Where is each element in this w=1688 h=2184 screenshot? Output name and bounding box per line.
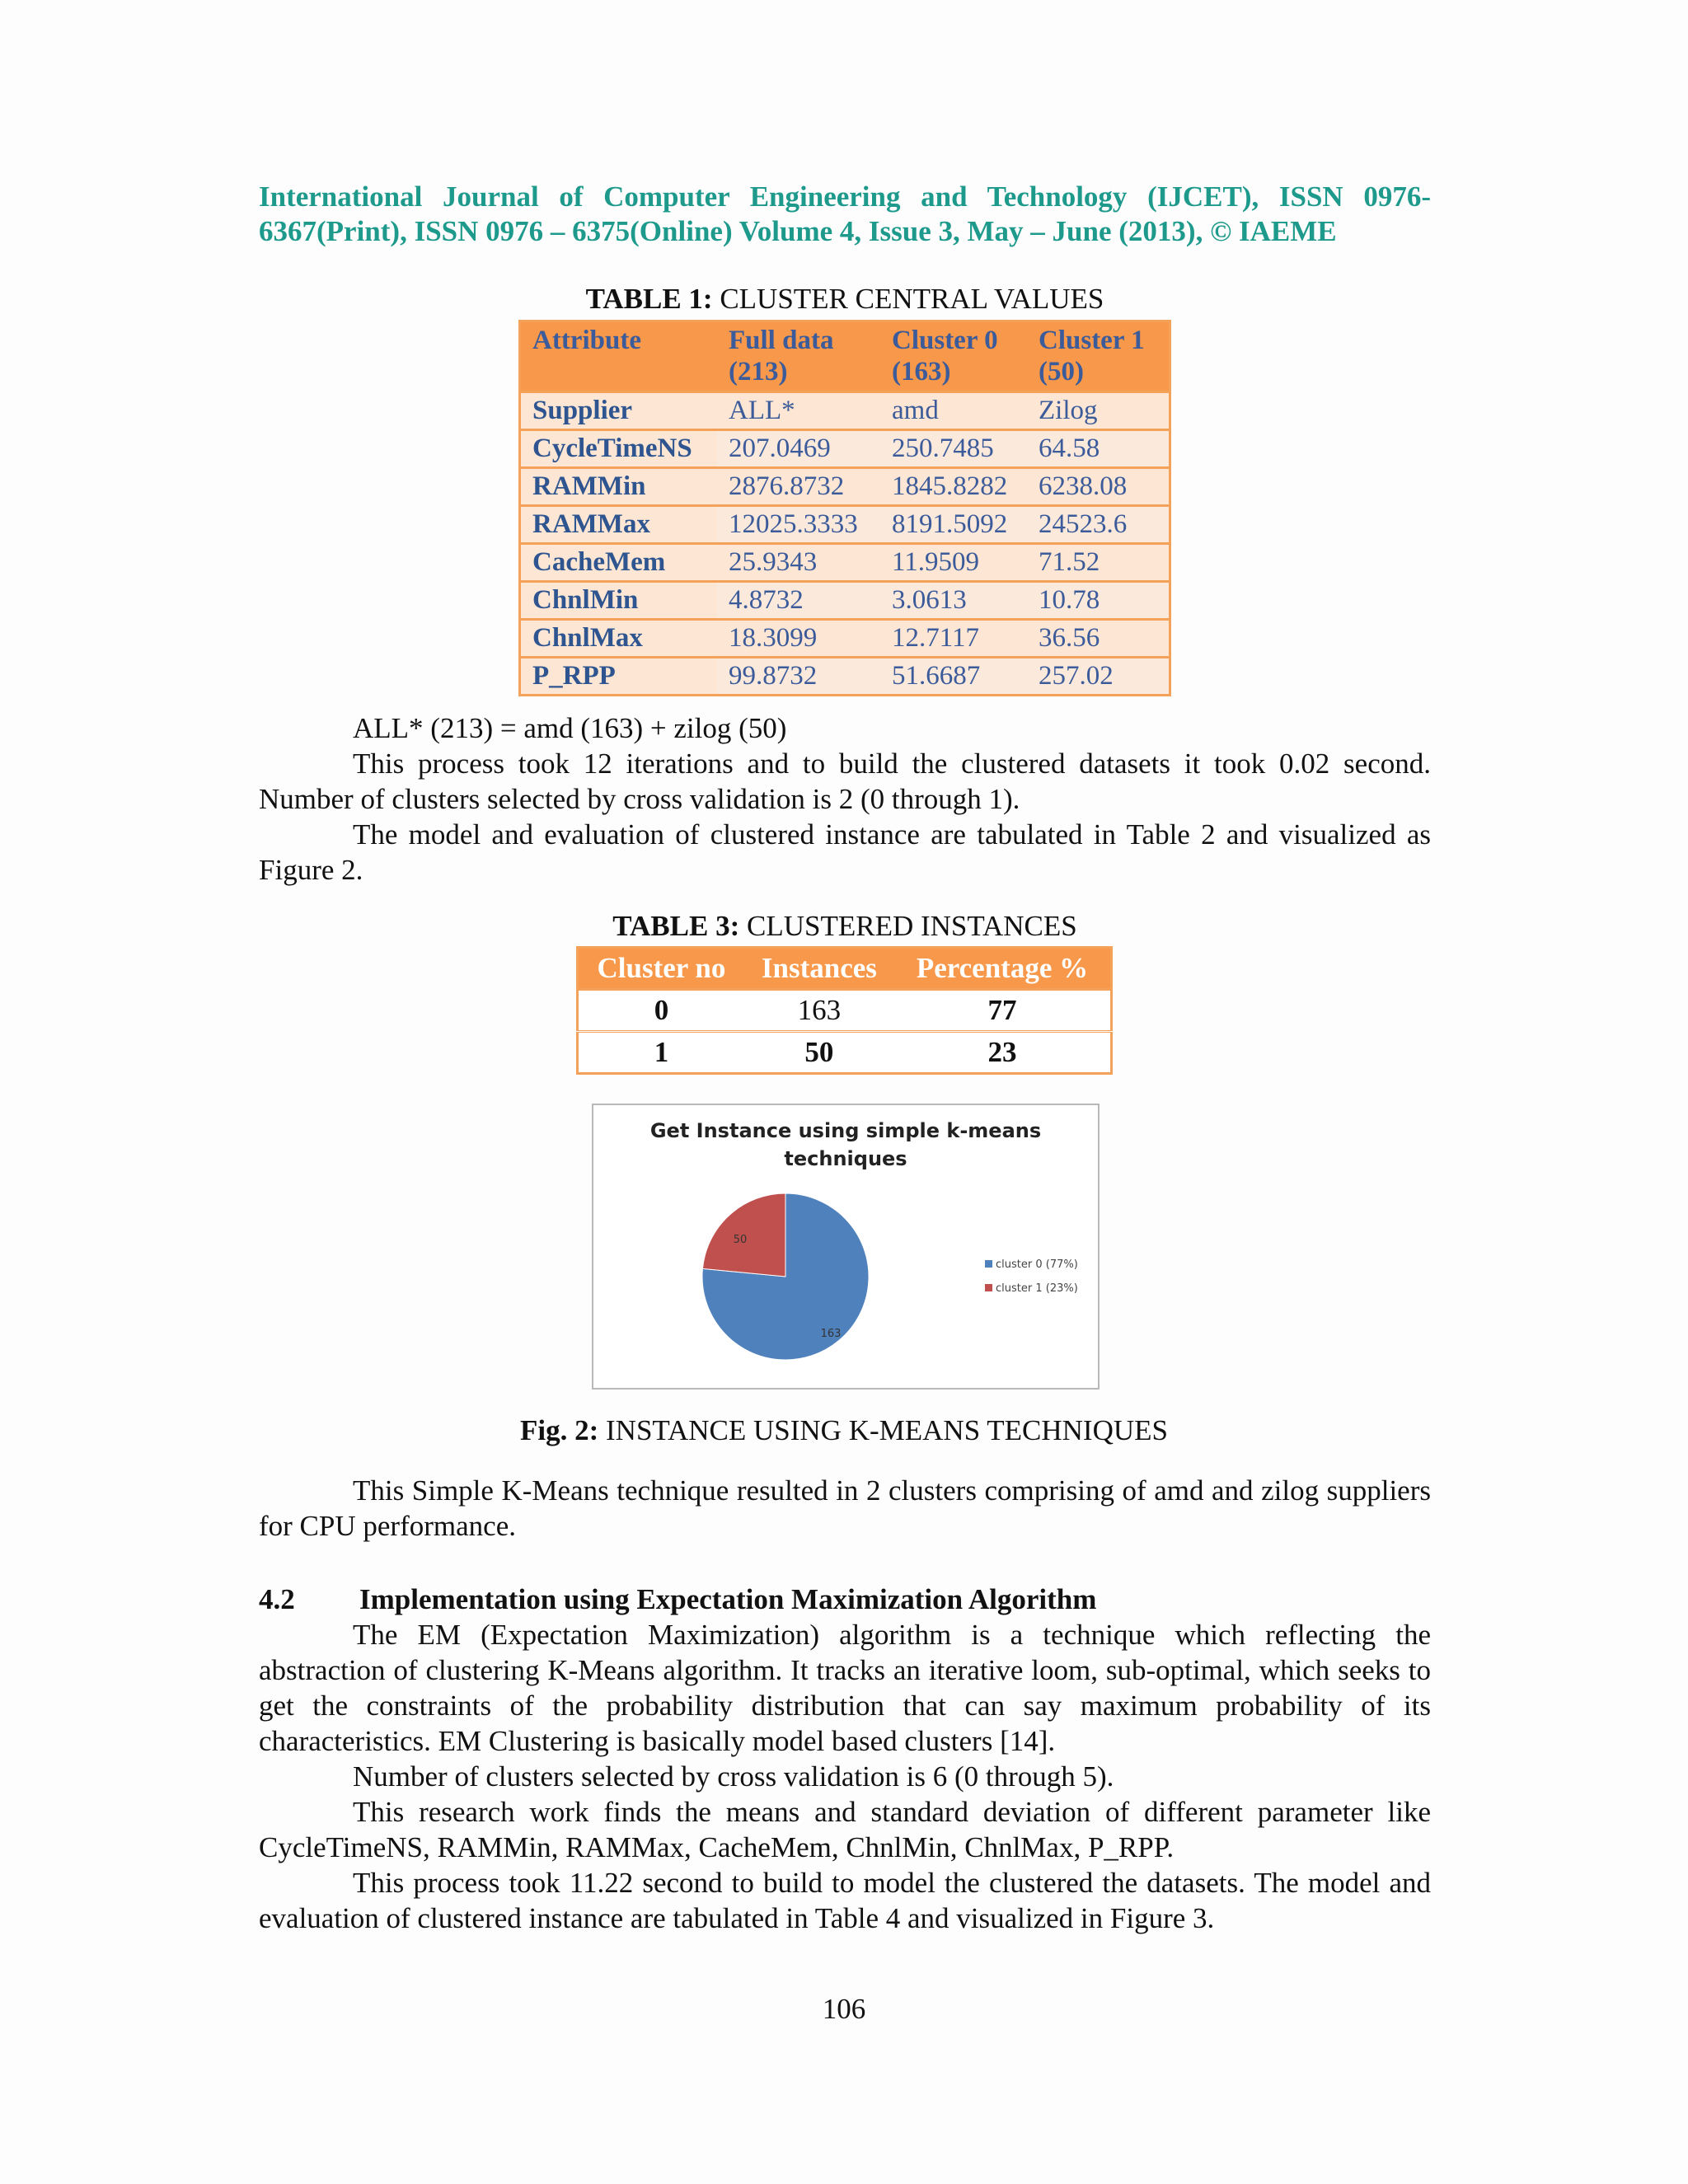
value-cell: 36.56: [1027, 620, 1170, 658]
percentage-cell: 77: [894, 990, 1112, 1032]
figure-caption-text: INSTANCE USING K-MEANS TECHNIQUES: [598, 1414, 1168, 1446]
value-cell: 24523.6: [1027, 506, 1170, 544]
table-row: [520, 506, 1170, 544]
table-row: [520, 582, 1170, 620]
value-cell: 51.6687: [880, 658, 1027, 696]
cluster-no-cell: 1: [578, 1032, 744, 1074]
table1-header-cell: Cluster 1 (50): [1027, 321, 1170, 392]
value-cell: 4.8732: [717, 582, 880, 620]
table1-header-cell: Attribute: [520, 321, 718, 392]
value-cell: 10.78: [1027, 582, 1170, 620]
legend-swatch: [985, 1284, 992, 1291]
value-cell: 3.0613: [880, 582, 1027, 620]
paragraph: This process took 11.22 second to build to model the clustered the datasets. The model and evaluation of clustered instance are tabulated in Table 4 and visualized in Figure 3.: [259, 1867, 1431, 1934]
table1-header-cell: Full data (213): [717, 321, 880, 392]
value-cell: 71.52: [1027, 544, 1170, 582]
table-row: [520, 658, 1170, 696]
attribute-cell: ChnlMax: [520, 620, 718, 658]
value-cell: 64.58: [1027, 430, 1170, 468]
table3-caption-text: CLUSTERED INSTANCES: [739, 910, 1077, 942]
attribute-cell: CacheMem: [520, 544, 718, 582]
table-row: [520, 544, 1170, 582]
legend-label: cluster 1 (23%): [996, 1282, 1078, 1295]
attribute-cell: RAMMax: [520, 506, 718, 544]
table3-header-cell: Cluster no: [578, 948, 744, 990]
pie-chart: [593, 1105, 1098, 1388]
section-title: Implementation using Expectation Maximization Algorithm: [359, 1583, 1097, 1615]
table3-caption: [518, 910, 1171, 943]
attribute-cell: RAMMin: [520, 468, 718, 506]
legend-label: cluster 0 (77%): [996, 1258, 1078, 1271]
clustered-instances-table: [576, 946, 1113, 1075]
value-cell: 11.9509: [880, 544, 1027, 582]
paragraph: This Simple K-Means technique resulted in 2 clusters comprising of amd and zilog suppliers for CPU performance.: [259, 1474, 1431, 1542]
paragraph: This research work finds the means and standard deviation of different parameter like CycleTimeNS, RAMMin, RAMMax, CacheMem, ChnlMin, ChnlMax, P_RPP.: [259, 1796, 1431, 1863]
value-cell: ALL*: [717, 392, 880, 430]
paragraph: Number of clusters selected by cross validation is 6 (0 through 5).: [353, 1760, 1114, 1793]
legend-swatch: [985, 1260, 992, 1268]
paragraph: The EM (Expectation Maximization) algorithm is a technique which reflecting the abstraction of clustering K-Means algorithm. It tracks an iterative loom, sub-optimal, which seeks to get the constraints of the probability distribution that can say maximum probability of its characteristics. EM Clustering is basically model based clusters [14].: [259, 1619, 1431, 1757]
table3-caption-label: TABLE 3:: [612, 910, 740, 942]
table3-header-cell: Instances: [744, 948, 894, 990]
table1-caption-label: TABLE 1:: [585, 283, 713, 315]
value-cell: Zilog: [1027, 392, 1170, 430]
table1-header-cell: Cluster 0 (163): [880, 321, 1027, 392]
percentage-cell: 23: [894, 1032, 1112, 1074]
value-cell: 99.8732: [717, 658, 880, 696]
table1-caption: [518, 283, 1171, 316]
value-cell: 8191.5092: [880, 506, 1027, 544]
value-cell: 6238.08: [1027, 468, 1170, 506]
cluster-central-values-table: [518, 320, 1171, 696]
pie-data-label: 163: [820, 1328, 842, 1340]
table-row: [520, 468, 1170, 506]
attribute-cell: CycleTimeNS: [520, 430, 718, 468]
table-row: [520, 620, 1170, 658]
table1-header-row: [520, 321, 1170, 392]
pie-data-label: 50: [733, 1234, 748, 1246]
table-row: [520, 430, 1170, 468]
table3-header-row: [578, 948, 1112, 990]
value-cell: 18.3099: [717, 620, 880, 658]
instances-cell: 50: [744, 1032, 894, 1074]
figure-caption: [330, 1414, 1358, 1447]
chart-title-line1: Get Instance using simple k-means: [649, 1119, 1042, 1142]
value-cell: 257.02: [1027, 658, 1170, 696]
value-cell: 250.7485: [880, 430, 1027, 468]
page-number: 106: [822, 1993, 866, 2025]
paragraph: The model and evaluation of clustered instance are tabulated in Table 2 and visualized as Figure 2.: [259, 818, 1431, 886]
table1-caption-text: CLUSTER CENTRAL VALUES: [712, 283, 1104, 315]
section-number: 4.2: [259, 1583, 295, 1615]
cluster-no-cell: 0: [578, 990, 744, 1032]
value-cell: 12025.3333: [717, 506, 880, 544]
instances-cell: 163: [744, 990, 894, 1032]
attribute-cell: Supplier: [520, 392, 718, 430]
chart-title-line2: techniques: [784, 1147, 907, 1170]
figure-caption-label: Fig. 2:: [520, 1414, 599, 1446]
value-cell: 1845.8282: [880, 468, 1027, 506]
table-row: [520, 392, 1170, 430]
table3-header-cell: Percentage %: [894, 948, 1112, 990]
pie-chart-box: [592, 1104, 1100, 1390]
journal-header: International Journal of Computer Engineering and Technology (IJCET), ISSN 0976-6367(Print), ISSN 0976 – 6375(Online) Volume 4, Issue 3, May – June (2013), © IAEME: [259, 180, 1431, 247]
table-row: [578, 990, 1112, 1032]
table-row: [578, 1032, 1112, 1074]
value-cell: 12.7117: [880, 620, 1027, 658]
attribute-cell: ChnlMin: [520, 582, 718, 620]
equation-line: ALL* (213) = amd (163) + zilog (50): [353, 712, 787, 744]
attribute-cell: P_RPP: [520, 658, 718, 696]
paragraph: This process took 12 iterations and to build the clustered datasets it took 0.02 second. Number of clusters selected by cross validation is 2 (0 through 1).: [259, 748, 1431, 815]
value-cell: 2876.8732: [717, 468, 880, 506]
value-cell: 207.0469: [717, 430, 880, 468]
section-heading: [259, 1582, 1096, 1617]
value-cell: 25.9343: [717, 544, 880, 582]
value-cell: amd: [880, 392, 1027, 430]
